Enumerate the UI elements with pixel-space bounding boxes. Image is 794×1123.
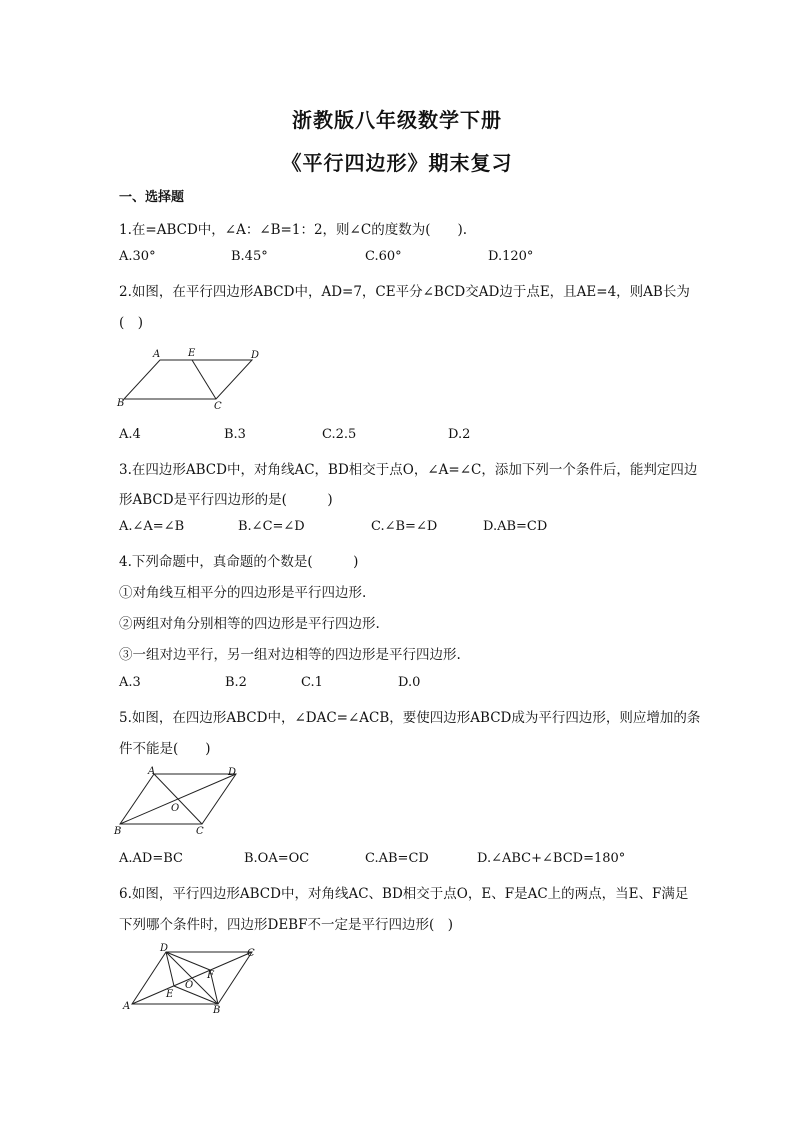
q5-label-b: B (114, 826, 122, 837)
document-subtitle: 《平行四边形》期末复习 (281, 151, 513, 175)
question-3-stem-line2: 形ABCD是平行四边形的是( ) (119, 492, 333, 508)
q2-parallelogram (124, 360, 252, 399)
section-heading: 一、选择题 (119, 190, 185, 205)
q2-segment-ce (192, 360, 216, 399)
q4-statement-3: ③一组对边平行，另一组对边相等的四边形是平行四边形. (119, 647, 461, 663)
q5-label-o: O (171, 803, 180, 814)
question-2-stem-line2: ( ) (119, 315, 144, 331)
q5-option-b: B.OA=OC (244, 851, 310, 866)
q4-option-b: B.2 (225, 675, 247, 690)
q2-option-d: D.2 (448, 427, 471, 442)
q5-option-c: C.AB=CD (365, 851, 429, 866)
q6-label-b: B (213, 1005, 221, 1016)
q3-option-a: A.∠A=∠B (119, 519, 185, 534)
q6-label-c: C (247, 948, 255, 959)
q4-statement-1: ①对角线互相平分的四边形是平行四边形. (119, 585, 367, 601)
document-title: 浙教版八年级数学下册 (292, 108, 502, 132)
q2-label-d: D (251, 350, 260, 361)
q2-label-c: C (214, 401, 222, 412)
q1-option-b: B.45° (231, 249, 268, 264)
q5-figure (112, 764, 252, 840)
q6-label-a: A (123, 1001, 131, 1012)
question-4-stem: 4.下列命题中，真命题的个数是( ) (119, 554, 359, 570)
question-3-stem-line1: 3.在四边形ABCD中，对角线AC，BD相交于点O，∠A=∠C，添加下列一个条件后，能判定四边 (119, 462, 698, 478)
q6-segment-de (166, 952, 174, 986)
question-2-stem-line1: 2.如图，在平行四边形ABCD中，AD=7，CE平分∠BCD交AD边于点E，且AE=4，则AB长为 (119, 284, 690, 300)
q2-option-b: B.3 (224, 427, 246, 442)
q2-option-c: C.2.5 (322, 427, 357, 442)
q1-option-d: D.120° (488, 249, 534, 264)
q6-figure (118, 942, 268, 1018)
q6-label-d: D (160, 943, 169, 954)
question-1-stem: 1.在=ABCD中，∠A：∠B=1：2，则∠C的度数为( ). (119, 222, 468, 238)
q4-option-a: A.3 (119, 675, 141, 690)
question-6-stem-line1: 6.如图，平行四边形ABCD中，对角线AC、BD相交于点O，E、F是AC上的两点，当E、F满足 (119, 886, 689, 902)
q4-statement-2: ②两组对角分别相等的四边形是平行四边形. (119, 616, 380, 632)
q2-option-a: A.4 (119, 427, 141, 442)
q5-option-d: D.∠ABC+∠BCD=180° (477, 851, 626, 866)
q2-label-b: B (117, 398, 125, 409)
q3-option-b: B.∠C=∠D (238, 519, 305, 534)
q5-label-d: D (228, 767, 237, 778)
q2-label-a: A (153, 349, 161, 360)
q5-label-a: A (148, 766, 156, 777)
q6-label-e: E (166, 989, 174, 1000)
q4-option-d: D.0 (398, 675, 421, 690)
q1-option-a: A.30° (119, 249, 156, 264)
question-5-stem-line2: 件不能是( ) (119, 741, 211, 757)
q1-option-c: C.60° (365, 249, 402, 264)
question-6-stem-line2: 下列哪个条件时，四边形DEBF不一定是平行四边形( ) (119, 917, 453, 933)
q5-option-a: A.AD=BC (119, 851, 183, 866)
q3-option-c: C.∠B=∠D (371, 519, 438, 534)
question-5-stem-line1: 5.如图，在四边形ABCD中，∠DAC=∠ACB，要使四边形ABCD成为平行四边形，则应增加的条 (119, 710, 701, 726)
q5-label-c: C (196, 826, 204, 837)
q2-label-e: E (188, 348, 196, 359)
q6-segment-df (166, 952, 210, 970)
q6-label-f: F (207, 970, 214, 981)
q6-label-o: O (185, 980, 194, 991)
q4-option-c: C.1 (301, 675, 323, 690)
q2-figure (112, 342, 272, 412)
q3-option-d: D.AB=CD (483, 519, 548, 534)
q6-segment-eb (174, 986, 218, 1004)
